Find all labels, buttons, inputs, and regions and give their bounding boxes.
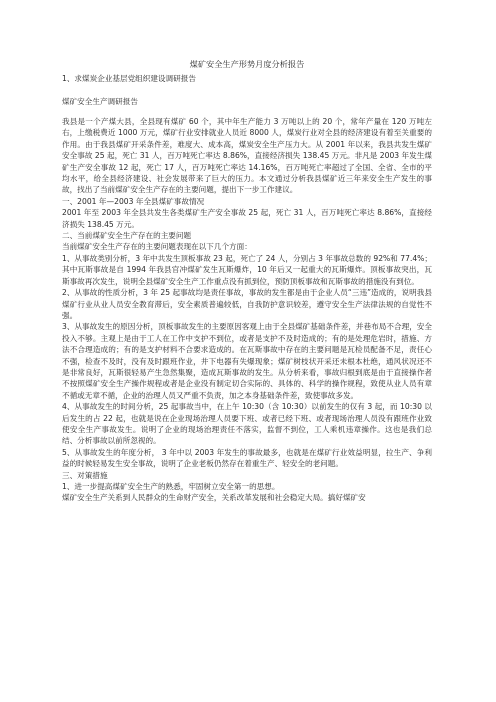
problems-intro: 当前煤矿安全生产存在的主要问题表现在以下几个方面：	[62, 242, 252, 252]
subtitle: 1、求煤炭企业基层党组织建设调研报告	[62, 74, 196, 83]
analysis-nature: 2、从事故的性质分析，3 年 25 起事故均是责任事故，事故的发生都是由于企业人员“三违”造成的，说明我县煤矿行业从业人员安全教育滞后，安全素质普遍较低，自我防护意识较差，遵守安全生产法律法规的自觉性不强。	[62, 288, 432, 320]
analysis-cause: 3、从事故发生的原因分析，顶板事故发生的主要原因客观上由于全县煤矿基础条件差，并巷布局不合理，安全投入不够。主观上是由于工人在工作中支护不到位，或者是支护不及时造成的；有的是处理危岩时，措施、方法不合理造成的；有的是支护材料不合要求造成的。在瓦斯事故中存在的主要问题是瓦检员配备不足，责任心不强，检查不及时，没有及时跟班作业，井下电器有失爆现象；煤矿树枝状开采还未根本杜绝，通风状况还不是非常良好，瓦斯很轻易产生急然集聚，造成瓦斯事故的发生。从分析来看，事故归根到底是由于直接操作者不按照煤矿安全生产操作规程或者是企业没有制定切合实际的、具体的、科学的操作规程，致使从业人员有章不循或无章不循，企业的治理人员又严重不负责，加之本身基础条件差，致使事故多发。	[62, 322, 432, 400]
intro-paragraph: 我县是一个产煤大县，全县现有煤矿 60 个，其中年生产能力 3 万吨以上的 20 个，常年产量在 120 万吨左右，上缴税费近 1000 万元，煤矿行业安排就业人员近 8000 人，煤炭行业对全县的经济建设有着至关重要的作用。由于我县煤矿开采条件差，难度大、成本高，煤炭安全生产压力大。从 2001 年以来，我县共发生煤矿安全事故 25 起，死亡 31 人，百万吨死亡率达 8.86%，直接经济损失 138.45 万元。非凡是 2003 年发生煤矿生产安全事故 12 起，死亡 17 人，百万吨死亡率达 14.16%，百万吨死亡率超过了全国、全省、全市的平均水平，给全县经济建设、社会发展带来了巨大的压力。本文通过分析我县煤矿近三年来安全生产发生的事故，找出了当前煤矿安全生产存在的主要问题，提出下一步工作建议。	[62, 117, 432, 195]
document-title: 煤矿安全生产形势月度分析报告	[189, 59, 305, 69]
analysis-year: 5、从事故发生的年度分析， 3 年中以 2003 年发生的事故最多，也就是在煤矿行业效益明显，拉生产、争利益的时候轻易发生安全事故，说明了企业老板仍然存在着重生产、轻安全的老问题。	[62, 447, 432, 469]
measure-1-text: 煤矿安全生产关系到人民群众的生命财产安全，关系改革发展和社会稳定大局。搞好煤矿安	[62, 493, 366, 503]
accident-summary: 2001 年至 2003 年全县共发生各类煤矿生产安全事故 25 起，死亡 31 人，百万吨死亡率达 8.86%，直接经济损失 138.45 万元。	[62, 208, 432, 229]
blank-line	[62, 85, 432, 95]
report-title: 煤矿安全生产调研报告	[62, 97, 138, 106]
section-heading-3: 三、对策措施	[62, 470, 108, 480]
blank-line	[62, 108, 432, 116]
analysis-category: 1、从事故类别分析，3 年中共发生顶板事故 23 起，死亡了 24 人，分别占 3 年事故总数的 92%和 77.4%；其中瓦斯事故是自 1994 年我县官冲煤矿发生瓦斯爆炸，10 年后又一起重大的瓦斯爆炸。顶板事故突出，瓦斯事故再次发生，说明全县煤矿安全生产工作重点没有抓到位，预防顶板事故和瓦斯事故的措施没有到位。	[62, 253, 432, 286]
measure-1-heading: 1、进一步提高煤矿安全生产的熟悉，牢固树立安全第一的思想。	[62, 482, 280, 491]
analysis-time: 4、从事故发生的时间分析，25 起事故当中，在上午 10:30（含 10:30）以前发生的仅有 3 起，而 10:30 以后发生的占 22 起，也就是说在企业现场治理人员要下班、或者已经下班、或者现场治理人员没有跟班作业致使安全生产事故发生。说明了企业的现场治理责任不落实，监督不到位，工人乘机违章操作。这也是我们总结、分析事故以前所忽视的。	[62, 402, 432, 446]
section-heading-1: 一、2001 年—2003 年全县煤矿事故情况	[62, 196, 205, 206]
section-heading-2: 二、当前煤矿安全生产存在的主要问题	[62, 231, 192, 241]
